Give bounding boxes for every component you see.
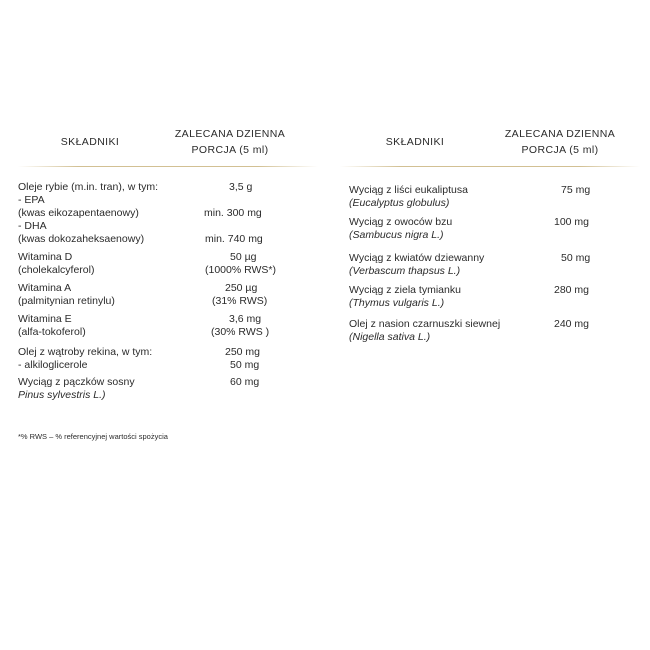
left-header-divider	[18, 166, 318, 167]
row-label: - DHA	[18, 220, 47, 232]
row-label: Wyciąg z ziela tymianku	[349, 284, 461, 296]
row-label: (cholekalcyferol)	[18, 264, 95, 276]
table-row	[18, 313, 318, 341]
left-header-dose	[160, 126, 300, 158]
table-row	[349, 284, 609, 312]
row-value: 50 mg	[561, 252, 591, 264]
left-header-ingredients: SKŁADNIKI	[60, 136, 120, 148]
table-row	[18, 251, 318, 279]
row-value: 60 mg	[230, 376, 260, 388]
row-value: 50 µg	[230, 251, 257, 263]
row-value: 3,6 mg	[229, 313, 262, 325]
row-label: - alkiloglicerole	[18, 359, 88, 371]
right-header-ingredients: SKŁADNIKI	[385, 136, 445, 148]
row-label: Wyciąg z kwiatów dziewanny	[349, 252, 485, 264]
row-latin-name: (Nigella sativa L.)	[349, 331, 431, 343]
row-label: Wyciąg z liści eukaliptusa	[349, 184, 468, 196]
table-row	[18, 376, 318, 404]
right-header-dose-line1: ZALECANA DZIENNA	[504, 128, 616, 140]
row-label: (kwas eikozapentaenowy)	[18, 207, 139, 219]
row-value: 3,5 g	[229, 181, 253, 193]
table-row	[18, 346, 318, 374]
left-header-dose-line1: ZALECANA DZIENNA	[174, 128, 286, 140]
table-row	[18, 282, 318, 310]
row-value: 250 µg	[225, 282, 258, 294]
footnote: *% RWS – % referencyjnej wartości spożycia	[18, 432, 168, 441]
row-value: 250 mg	[225, 346, 261, 358]
table-row	[349, 252, 609, 280]
row-value: 280 mg	[554, 284, 590, 296]
right-header-divider	[340, 166, 640, 167]
row-label: Witamina A	[18, 282, 72, 294]
row-label: Witamina D	[18, 251, 73, 263]
row-value: (30% RWS )	[211, 326, 270, 338]
row-label: Oleje rybie (m.in. tran), w tym:	[18, 181, 159, 193]
row-latin-name: (Eucalyptus globulus)	[349, 197, 450, 209]
row-value: min. 740 mg	[205, 233, 263, 245]
row-label: Olej z wątroby rekina, w tym:	[18, 346, 153, 358]
row-label: (palmitynian retinylu)	[18, 295, 115, 307]
row-latin-name: (Sambucus nigra L.)	[349, 229, 444, 241]
row-label: - EPA	[18, 194, 45, 206]
left-header-dose-line2: PORCJA (5 ml)	[191, 144, 269, 156]
row-value: 240 mg	[554, 318, 590, 330]
right-header-dose-line2: PORCJA (5 ml)	[521, 144, 599, 156]
row-value: 100 mg	[554, 216, 590, 228]
row-value: min. 300 mg	[204, 207, 262, 219]
row-latin-name: (Thymus vulgaris L.)	[349, 297, 445, 309]
right-header-dose	[490, 126, 630, 158]
row-label: Olej z nasion czarnuszki siewnej	[349, 318, 501, 330]
row-label: (alfa-tokoferol)	[18, 326, 86, 338]
row-value: 75 mg	[561, 184, 591, 196]
row-value: 50 mg	[230, 359, 260, 371]
row-label: Wyciąg z pączków sosny	[18, 376, 135, 388]
table-row	[349, 184, 609, 212]
row-latin-name: Pinus sylvestris L.)	[18, 389, 106, 401]
table-row	[18, 181, 318, 251]
row-value: (1000% RWS*)	[205, 264, 276, 276]
row-label: (kwas dokozaheksaenowy)	[18, 233, 145, 245]
row-label: Witamina E	[18, 313, 72, 325]
row-latin-name: (Verbascum thapsus L.)	[349, 265, 461, 277]
table-row	[349, 318, 609, 346]
row-value: (31% RWS)	[212, 295, 268, 307]
table-row	[349, 216, 609, 244]
row-label: Wyciąg z owoców bzu	[349, 216, 453, 228]
